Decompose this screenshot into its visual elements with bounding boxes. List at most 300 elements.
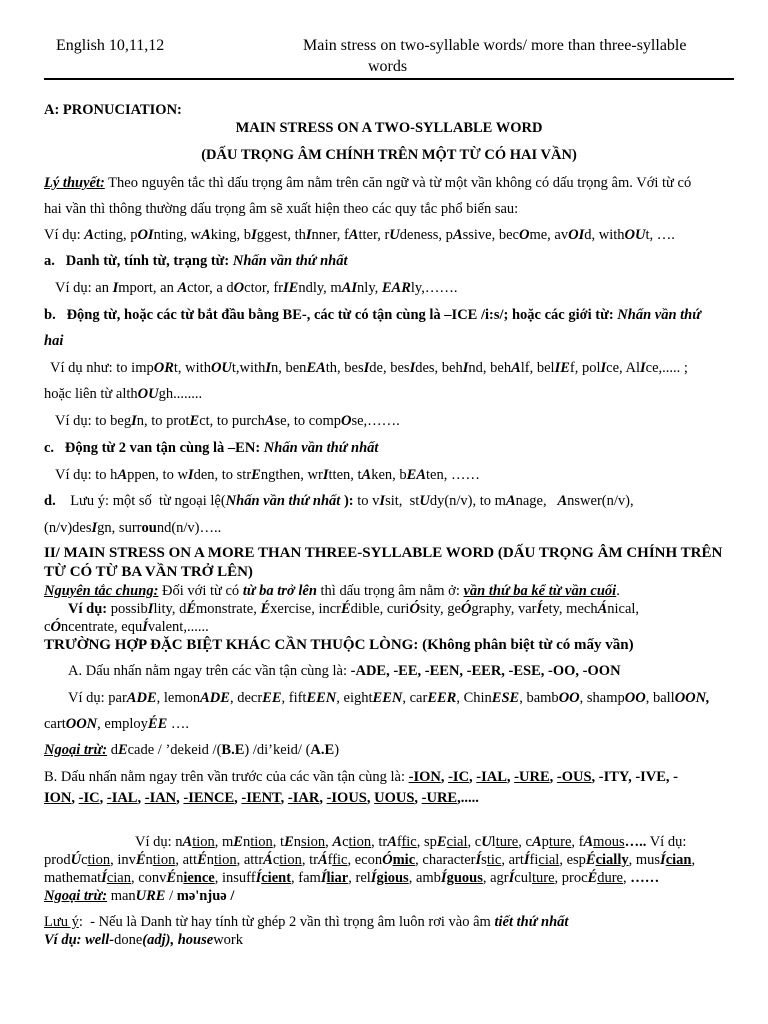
stressed-syllable: E [233,834,243,850]
rule-d-line-2 [44,519,221,537]
stressed-syllable: A [557,493,568,509]
text-run: cul [514,870,532,886]
underlined-suffix: tion [250,834,273,850]
text-run: : - Nếu là Danh từ hay tính từ ghép 2 vần thì trọng âm luôn rơi vào âm [78,914,495,930]
underlined-suffix: tion [192,834,215,850]
topic-title-line-2: words [368,58,408,75]
text-run: xercise, incr [270,601,341,617]
bold-text: Ví dụ: [68,601,108,617]
underlined-suffix: ture [495,834,519,850]
text-run: Ví dụ: par [68,690,127,706]
text-run: ety, mech [542,601,598,617]
underlined-label: Ngoại trừ: [44,888,108,904]
stressed-syllable: U [419,493,430,509]
stressed-syllable: Í [320,870,327,886]
stressed-syllable: I [640,360,646,376]
text-run: sity, ge [419,601,461,617]
underlined-label: Lý thuyết: [44,175,105,191]
text-run: , car [402,690,428,706]
underlined-suffix: sion [300,834,326,850]
bold-text: MAIN STRESS ON A TWO-SYLLABLE WORD [235,120,543,136]
text-run: ggest, th [256,227,306,243]
text-run: prod [44,852,71,868]
text-run: , [622,870,631,886]
bold-text: A.E [310,742,335,758]
case-a-exception [44,741,339,759]
bold-text: …… [630,870,660,886]
text-run: Ví dụ như: to imp [50,360,154,376]
stressed-syllable: Nhấn vần thứ nhất [263,440,379,456]
case-b-example-2 [44,851,695,869]
text-run: fi [529,852,539,868]
section-a-label [44,101,182,119]
stressed-syllable: Í [523,852,530,868]
text-run: dy(n/v), to m [429,493,506,509]
stressed-syllable: A [452,227,463,243]
stressed-syllable: I [322,467,329,483]
bold-text: ,..... [457,790,479,806]
text-run: , att [175,852,198,868]
underlined-suffix: dure [597,870,623,886]
stressed-syllable: EE [262,690,282,706]
bold-text: (DẤU TRỌNG ÂM CHÍNH TRÊN MỘT TỪ CÓ HAI VẦN) [201,147,577,163]
text-run: ssive, bec [462,227,519,243]
text-run: monstrate, [196,601,261,617]
stressed-syllable: Ó [382,852,393,868]
topic-title-line-1: Main stress on two-syllable words/ more than three-syllable [303,37,687,54]
text-run: , character [415,852,476,868]
text-run: f [396,834,402,850]
text-run: , m [214,834,234,850]
stressed-syllable: OON [65,716,98,732]
bold-underlined-suffix: -IOUS [326,790,367,806]
text-run: , tr [371,834,388,850]
stressed-syllable: EEN [306,690,337,706]
text-run: se, to comp [274,413,341,429]
stressed-syllable: A [505,493,516,509]
stressed-syllable: Í [475,852,482,868]
stressed-syllable: OU [210,360,232,376]
bold-text: , [549,769,557,785]
stressed-syllable: ÉE [147,716,168,732]
stressed-syllable: E [189,413,200,429]
bold-text: ….. [624,834,647,850]
text-run: Đối với từ có [158,583,243,599]
text-run: , insuff [214,870,256,886]
text-run: , art [501,852,524,868]
stressed-syllable: Ó [460,601,472,617]
text-run: possib [107,601,148,617]
text-run: nner, f [311,227,349,243]
stressed-syllable: E [436,834,447,850]
case-b-example-1 [135,833,686,851]
stressed-syllable: OR [153,360,174,376]
underlined-suffix: ture [548,834,572,850]
text-run: , t [272,834,285,850]
section-ii-heading-line-2 [44,563,253,581]
bold-text: A: PRONUCIATION: [44,102,182,118]
section-a-title [44,119,734,137]
stressed-syllable: A [583,834,594,850]
underlined-suffix: cian [106,870,131,886]
case-b-exception [44,887,234,905]
stressed-syllable: É [135,852,146,868]
text-run: l [491,834,496,850]
text-run: , c [467,834,482,850]
text-run: cade / ’dekeid /( [127,742,222,758]
bold-underlined-suffix: -IAL [106,790,138,806]
text-run: n, to prot [136,413,190,429]
text-run: t,with [231,360,266,376]
text-run: t, with [173,360,211,376]
underlined-suffix: tion [214,852,237,868]
text-run: Lưu ý: một số từ ngoại lệ( [55,493,226,509]
text-run: lity, d [153,601,187,617]
stressed-syllable: EAR [381,280,411,296]
bold-text: , [234,790,242,806]
stressed-syllable: A [387,834,397,850]
text-run: nly, [357,280,382,296]
stressed-syllable: U [389,227,400,243]
text-run: ) /di’keid/ ( [244,742,311,758]
rule-b-example-2 [44,385,202,403]
text-run: cart [44,716,66,732]
stressed-syllable: É [186,601,197,617]
stressed-syllable: Ó [409,601,420,617]
text-run: ngthen, wr [260,467,323,483]
text-run: , f [571,834,584,850]
theory-example [44,226,675,244]
text-run: deness, p [399,227,453,243]
section-ii-heading-line-1 [44,544,722,562]
special-cases-heading [44,636,634,654]
bold-text: II/ MAIN STRESS ON A MORE THAN THREE-SYLLABLE WORD (DẤU TRỌNG ÂM CHÍNH TRÊN [44,545,723,561]
underlined-suffix: fic [401,834,417,850]
bold-text: TỪ CÓ TỪ BA VẦN TRỞ LÊN) [44,564,253,580]
text-run: , [691,852,696,868]
stressed-syllable: A [264,413,275,429]
stressed-syllable: Á [317,852,328,868]
bold-underlined-suffix: mic [392,852,416,868]
text-run: Ví dụ: to beg [55,413,132,429]
text-run: , [325,834,333,850]
bold-text: -ADE, -EE, -EEN, -EER, -ESE, -OO, -OON [350,663,621,679]
header-divider [44,78,734,80]
text-run: , lemon [156,690,201,706]
rule-c-heading [44,439,378,457]
text-run: …. [167,716,189,732]
stressed-syllable: Á [263,852,273,868]
stressed-syllable: IE [283,280,299,296]
text-run: ken, b [371,467,407,483]
text-run: , shamp [579,690,625,706]
case-a-example-1 [68,689,710,707]
stressed-syllable: I [462,360,469,376]
stressed-syllable: A [84,227,94,243]
underlined-suffix: Lưu ý [44,914,79,930]
stressed-syllable: É [585,852,596,868]
text-run: ct, to purch [199,413,265,429]
stressed-syllable: A [332,834,343,850]
text-run: dible, curi [350,601,410,617]
underlined-suffix: tic [486,852,502,868]
bold-text: , [506,769,515,785]
underlined-label: Ngoại trừ: [44,742,108,758]
text-run: , c [518,834,532,850]
text-run: Ví dụ: to h [55,467,118,483]
text-run: ppen, to w [127,467,188,483]
stressed-syllable: Í [255,870,262,886]
text-run: n [242,834,251,850]
text-run: nical, [607,601,640,617]
bold-underlined-suffix: gious [376,870,409,886]
text-run: hai vần thì thông thường dấu trọng âm sẽ xuất hiện theo các quy tắc phổ biến sau: [44,201,519,217]
stressed-syllable: I [379,493,386,509]
bold-text: ou [141,520,157,536]
stressed-syllable: E [251,467,261,483]
text-run: ctor, a d [187,280,234,296]
stressed-syllable: É [587,870,598,886]
bold-underlined-suffix: liar [326,870,349,886]
rule-c-example [55,466,480,484]
bold-text: , [414,790,422,806]
text-run: Ví dụ: [646,834,687,850]
text-run: , tr [301,852,318,868]
stressed-syllable: EER [427,690,457,706]
bold-text: , [99,790,107,806]
text-run: work [213,932,243,948]
stressed-syllable: I [147,601,154,617]
stressed-syllable: IE [554,360,570,376]
text-run: Theo nguyên tắc thì dấu trọng âm nằm trên căn ngữ và từ một vần không có dấu trọng âm. Với từ có [104,175,692,191]
stressed-syllable: Í [101,870,107,886]
stressed-syllable: OI [568,227,585,243]
stressed-syllable: Í [508,870,515,886]
text-run: to v [353,493,380,509]
stressed-syllable: hai [44,333,64,349]
stressed-syllable: A [348,227,359,243]
text-run: , fift [281,690,307,706]
bold-underlined-suffix: -IAL [476,769,507,785]
text-run: cting, p [93,227,138,243]
underlined-suffix: mous [593,834,625,850]
rule-a-heading [44,252,348,270]
bold-underlined-suffix: cially [595,852,629,868]
stressed-syllable: Nhấn vần thứ nhất [232,253,348,269]
underlined-suffix: tion [348,834,372,850]
bold-underlined-suffix: -IENT [241,790,281,806]
stressed-syllable: ADE [126,690,157,706]
rule-b-example-1 [50,359,688,377]
text-run: ce, Al [606,360,640,376]
text-run: nage, [515,493,558,509]
underlined-suffix: tion [87,852,111,868]
text-run: nd(n/v)….. [156,520,222,536]
text-run: se,……. [351,413,400,429]
text-run: Ví dụ: n [135,834,183,850]
bold-text: ): [340,493,354,509]
stressed-syllable: Í [142,619,148,635]
stressed-syllable: ESE [491,690,520,706]
text-run: ndly, m [298,280,342,296]
stressed-syllable: U [481,834,492,850]
stressed-syllable: I [600,360,607,376]
underlined-label: Nguyên tắc chung: [44,583,159,599]
text-run: lf, bel [520,360,555,376]
text-run: nd, beh [468,360,512,376]
text-run: gh........ [158,386,203,402]
stressed-syllable: OO [558,690,580,706]
bold-text: TRƯỜNG HỢP ĐẶC BIỆT KHÁC CẦN THUỘC LÒNG: (Không phân biệt từ có mấy vần) [44,637,634,653]
stressed-syllable: Ó [50,619,61,635]
text-run: , proc [554,870,588,886]
stressed-syllable: URE [135,888,166,904]
text-run: , inv [110,852,136,868]
bold-text: B.E [221,742,245,758]
text-run: c [272,852,280,868]
text-run: man [107,888,136,904]
section-a-subtitle [44,146,734,164]
rule-a-example [55,279,458,297]
text-run: n [145,852,153,868]
theory-line-2 [44,200,518,218]
stressed-syllable: I [305,227,312,243]
text-run: Ví dụ: an [55,280,113,296]
general-example-2 [44,618,209,636]
text-run: ) [334,742,340,758]
case-b-rule-line-2 [44,789,479,807]
bold-text: , [469,769,477,785]
text-run: nting, w [153,227,202,243]
bold-underlined-suffix: ION [44,790,72,806]
text-run: , eight [336,690,373,706]
bold-text: mə'njuə / [176,888,235,904]
stressed-syllable: Nhấn vần thứ [617,307,701,323]
text-run: s [481,852,487,868]
stressed-syllable: từ ba trở lên [242,583,317,599]
text-run: , employ [97,716,148,732]
bold-text: , [440,769,449,785]
text-run: c [81,852,88,868]
stressed-syllable: I [265,360,271,376]
stressed-syllable: OU [624,227,646,243]
bold-underlined-suffix: -IAN [144,790,177,806]
text-run: f [327,852,333,868]
text-run: gn, surr [97,520,142,536]
stressed-syllable: E [284,834,294,850]
stressed-syllable: EEN [372,690,403,706]
text-run: , bamb [519,690,559,706]
course-title: English 10,11,12 [56,37,165,54]
stressed-syllable: I [112,280,119,296]
stressed-syllable: A [182,834,193,850]
text-run: , decr [229,690,263,706]
text-run: , rel [348,870,371,886]
stressed-syllable: Ví dụ: well- [44,932,115,948]
text-run: c [342,834,349,850]
underlined-suffix: fic [332,852,348,868]
text-run: des, beh [415,360,463,376]
text-run: , agr [482,870,509,886]
stressed-syllable: Í [370,870,377,886]
bold-underlined-suffix: -IC [448,769,470,785]
stressed-syllable: O [233,280,245,296]
text-run: f, pol [569,360,601,376]
text-run: , sp [416,834,437,850]
theory-line-1 [44,174,691,192]
stressed-syllable: OI [137,227,154,243]
case-a-rule [68,662,621,680]
text-run: Ví dụ: [44,227,85,243]
text-run: , attr [236,852,264,868]
text-run: , conv [130,870,167,886]
text-run: , econ [347,852,383,868]
text-run: c [44,619,51,635]
bold-text: b. Động từ, hoặc các từ bắt đầu bằng BE-, các từ có tận cùng là –ICE /i:s/; hoặc các giới từ: [44,307,618,323]
text-run: mport, an [118,280,178,296]
stressed-syllable: A [511,360,521,376]
text-run: ten, …… [426,467,480,483]
text-run: A. Dấu nhấn nằm ngay trên các vần tận cùng là: [68,663,351,679]
stressed-syllable: O [518,227,530,243]
stressed-syllable: AI [341,280,358,296]
text-run: tter, r [358,227,390,243]
bold-underlined-suffix: -ION [408,769,441,785]
text-run: den, to str [193,467,252,483]
bold-text: , [280,790,288,806]
bold-underlined-suffix: ience [183,870,215,886]
text-run: , amb [408,870,441,886]
stressed-syllable: Á [597,601,608,617]
bold-text: d. [44,493,56,509]
stressed-syllable: A [177,280,188,296]
text-run: th, bes [325,360,364,376]
stressed-syllable: EA [406,467,426,483]
underlined-suffix: cial [538,852,560,868]
text-run: thì dấu trọng âm nằm ở: [316,583,464,599]
text-run: / [165,888,177,904]
stressed-syllable: I [91,520,98,536]
text-run: B. Dấu nhấn nằm ngay trên vần trước của các vần tận cùng là: [44,769,409,785]
stressed-syllable: A [201,227,211,243]
underlined-suffix: tion [279,852,302,868]
text-run: ctor, fr [244,280,284,296]
stressed-syllable: I [251,227,257,243]
case-a-example-2 [44,715,189,733]
text-run: valent,...... [147,619,209,635]
compound-note-example [44,931,243,949]
rule-d-line-1 [44,492,634,510]
text-run: done [114,932,143,948]
bold-text: , [137,790,145,806]
stressed-syllable: I [409,360,416,376]
stressed-syllable: E [117,742,128,758]
text-run: n [293,834,301,850]
bold-text: c. Động từ 2 van tận cùng là –EN: [44,440,264,456]
general-example-1 [68,600,639,618]
stressed-syllable: I [131,413,137,429]
text-run: , ball [645,690,675,706]
text-run: , Chin [456,690,492,706]
stressed-syllable: A [117,467,128,483]
stressed-syllable: Ú [70,852,82,868]
underlined-suffix: cial [446,834,468,850]
bold-text: , [319,790,327,806]
bold-text: , [366,790,375,806]
underlined-suffix: ture [531,870,555,886]
text-run: , fam [291,870,321,886]
text-run: (n/v)des [44,520,92,536]
